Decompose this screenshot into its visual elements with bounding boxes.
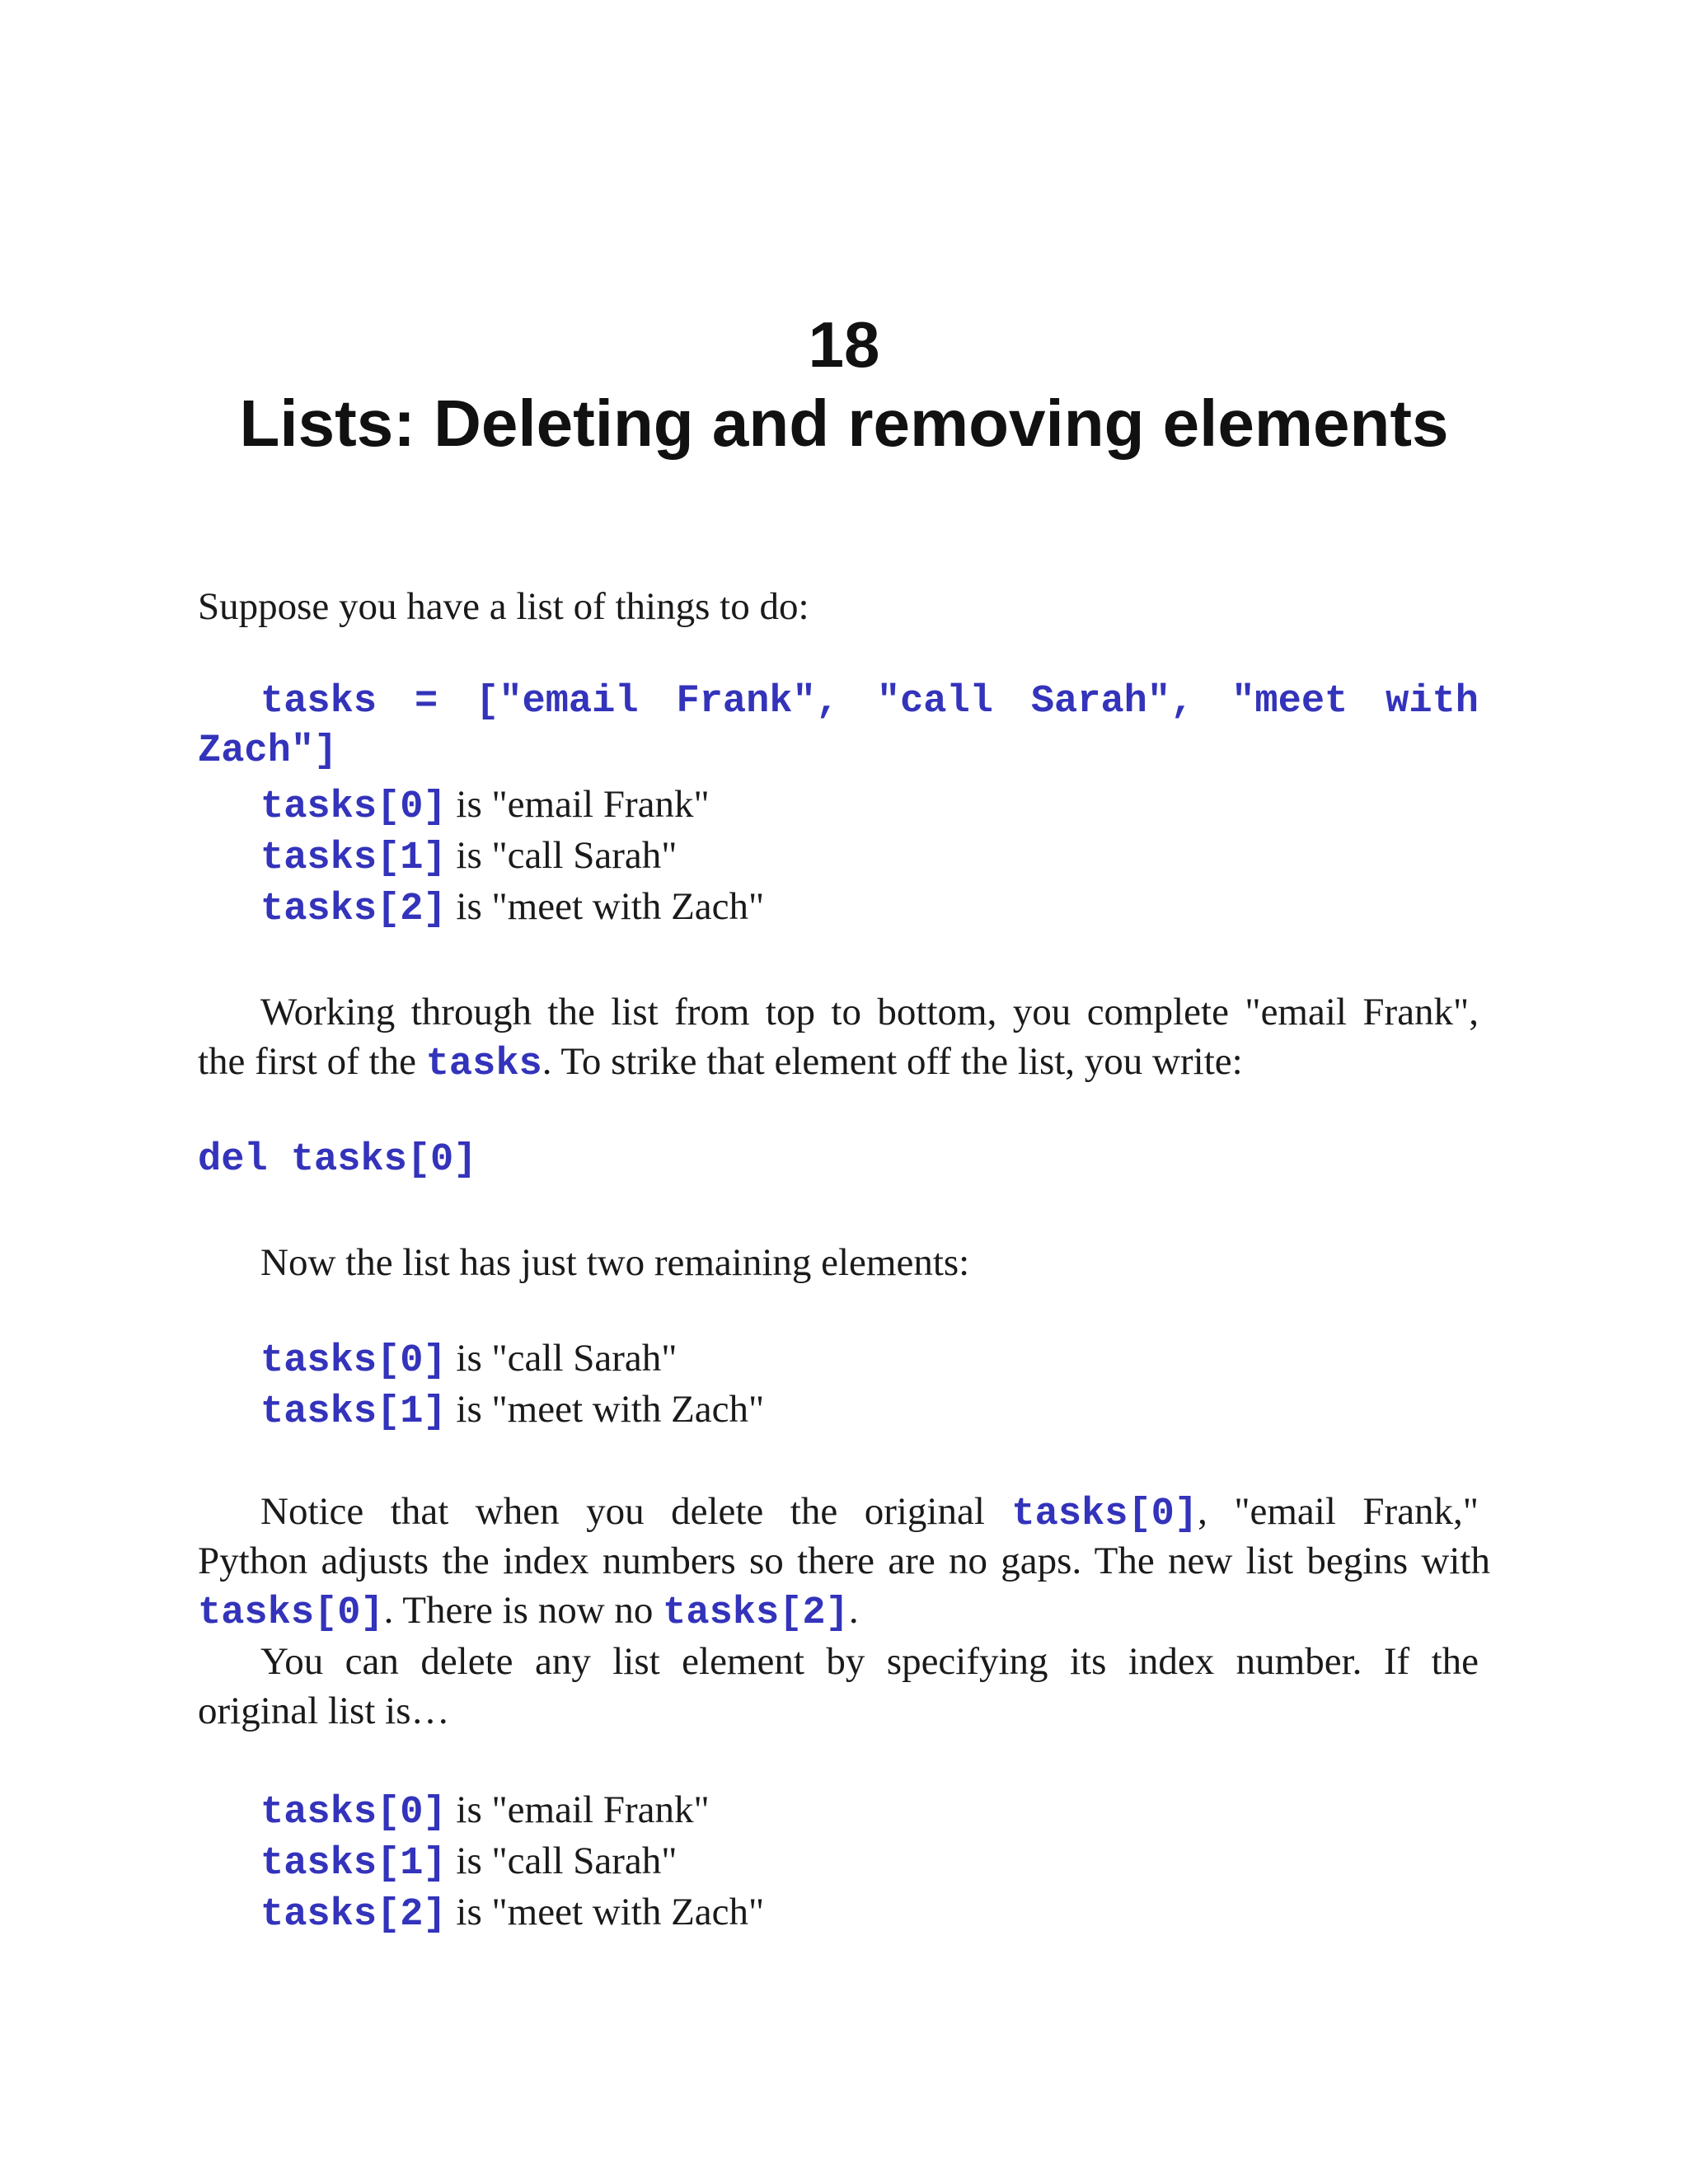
is-word: is: [456, 834, 482, 877]
code-index: tasks[0]: [260, 1791, 447, 1835]
list-value: "meet with Zach": [491, 1388, 765, 1431]
paragraph-3-line-2: Python adjusts the index numbers so there are no gaps. The new list begins with: [198, 1540, 1490, 1582]
list-value: "meet with Zach": [491, 1891, 765, 1933]
list-item: [260, 1333, 677, 1386]
code-del-statement: del tasks[0]: [198, 1138, 477, 1182]
code-index: tasks[0]: [260, 1339, 447, 1383]
text-segment: the first of the: [198, 1040, 426, 1083]
code-index: tasks[1]: [260, 1842, 447, 1886]
code-index: tasks[1]: [260, 1390, 447, 1434]
paragraph-1-line-2: [198, 1037, 1243, 1090]
code-index: tasks[1]: [260, 837, 447, 880]
paragraph-2: Now the list has just two remaining elements:: [260, 1241, 970, 1284]
list-item: [260, 1385, 764, 1437]
code-index: tasks[2]: [260, 888, 447, 931]
code-assignment-line-1: tasks = ["email Frank", "call Sarah", "meet with: [260, 680, 1479, 724]
code-index: tasks[2]: [260, 1893, 447, 1937]
list-item: [260, 831, 677, 883]
code-inline: tasks: [425, 1043, 542, 1086]
paragraph-4-line-1: You can delete any list element by specifying its index number. If the: [260, 1640, 1479, 1683]
chapter-number: 18: [808, 308, 880, 381]
paragraph-3-line-1: [260, 1487, 1479, 1540]
list-item: [260, 1836, 677, 1889]
intro-paragraph: Suppose you have a list of things to do:: [198, 585, 809, 628]
list-item: [260, 882, 764, 935]
list-value: "email Frank": [491, 1788, 710, 1831]
code-inline: tasks[0]: [198, 1591, 384, 1635]
text-segment: .: [848, 1589, 859, 1632]
list-value: "call Sarah": [491, 834, 678, 877]
is-word: is: [456, 1337, 482, 1380]
list-item: [260, 1785, 710, 1838]
chapter-title: Lists: Deleting and removing elements: [239, 387, 1449, 460]
code-index: tasks[0]: [260, 785, 447, 829]
is-word: is: [456, 1891, 482, 1933]
is-word: is: [456, 783, 482, 826]
code-assignment-line-2: Zach"]: [198, 729, 338, 773]
list-value: "email Frank": [491, 783, 710, 826]
is-word: is: [456, 1788, 482, 1831]
is-word: is: [456, 1840, 482, 1882]
list-value: "call Sarah": [491, 1337, 678, 1380]
paragraph-3-line-3: [198, 1586, 859, 1638]
text-segment: Notice that when you delete the original: [260, 1490, 1012, 1533]
is-word: is: [456, 885, 482, 928]
list-value: "call Sarah": [491, 1840, 678, 1882]
list-value: "meet with Zach": [491, 885, 765, 928]
list-item: [260, 780, 710, 832]
paragraph-4-line-2: original list is…: [198, 1690, 450, 1732]
list-item: [260, 1887, 764, 1940]
is-word: is: [456, 1388, 482, 1431]
paragraph-1-line-1: Working through the list from top to bottom, you complete "email Frank",: [260, 991, 1479, 1033]
code-inline: tasks[2]: [663, 1591, 849, 1635]
text-segment: . To strike that element off the list, you write:: [542, 1040, 1243, 1083]
code-inline: tasks[0]: [1011, 1493, 1198, 1536]
text-segment: . There is now no: [383, 1589, 663, 1632]
text-segment: , "email Frank,": [1198, 1490, 1479, 1533]
